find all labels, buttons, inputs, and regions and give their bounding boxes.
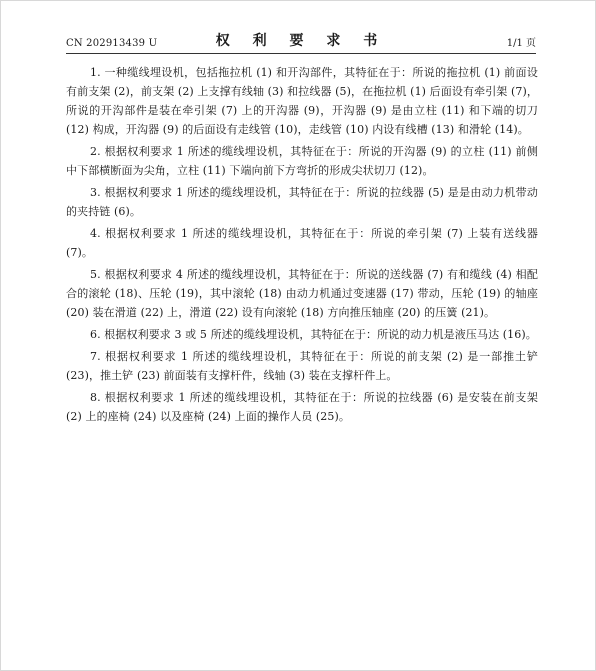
claim-1: 1. 一种缆线埋设机，包括拖拉机 (1) 和开沟部件，其特征在于：所说的拖拉机 (1) 前面设有前支架 (2)，前支架 (2) 上支撑有线轴 (3) 和拉线器 (5)，在拖拉机 (1) 后面设有牵引架 (7)，所说的开沟部件是装在牵引架 (7) 上的开沟器 (9)，开沟器 (9) 是由立柱 (11) 和下端的切刀 (12) 构成，开沟器 (9) 的后面设有走线管 (10)，走线管 (10) 内设有线槽 (13) 和滑轮 (14)。 [66,66,538,136]
claim-7: 7. 根据权利要求 1 所述的缆线埋设机，其特征在于：所说的前支架 (2) 是一部推土铲 (23)，推土铲 (23) 前面装有支撑杆件，线轴 (3) 装在支撑杆件上。 [66,350,538,382]
claims-list [66,63,538,429]
page-number: 1/1 页 [506,38,536,49]
claim-2: 2. 根据权利要求 1 所述的缆线埋设机，其特征在于：所说的开沟器 (9) 的立柱 (11) 前侧中下部横断面为尖角，立柱 (11) 下端向前下方弯折的形成尖状切刀 (12)。 [66,145,538,177]
claim-5: 5. 根据权利要求 4 所述的缆线埋设机，其特征在于：所说的送线器 (7) 有和缆线 (4) 相配合的滚轮 (18)、压轮 (19)，其中滚轮 (18) 由动力机通过变速器 (17) 带动，压轮 (19) 的轴座 (20) 装在滑道 (22) 上，滑道 (22) 设有向滚轮 (18) 方向推压轴座 (20) 的压簧 (21)。 [66,268,538,319]
claim-8: 8. 根据权利要求 1 所述的缆线埋设机，其特征在于：所说的拉线器 (6) 是安装在前支架 (2) 上的座椅 (24) 以及座椅 (24) 上面的操作人员 (25)。 [66,391,538,423]
page-header [66,30,536,52]
document-title: 权 利 要 求 书 [215,33,387,49]
header-divider [66,53,536,54]
claim-3: 3. 根据权利要求 1 所述的缆线埋设机，其特征在于：所说的拉线器 (5) 是是由动力机带动的夹持链 (6)。 [66,186,538,218]
document-number: CN 202913439 U [66,38,158,49]
claim-6: 6. 根据权利要求 3 或 5 所述的缆线埋设机，其特征在于：所说的动力机是液压马达 (16)。 [90,328,537,341]
claim-4: 4. 根据权利要求 1 所述的缆线埋设机，其特征在于：所说的牵引架 (7) 上装有送线器 (7)。 [66,227,538,259]
